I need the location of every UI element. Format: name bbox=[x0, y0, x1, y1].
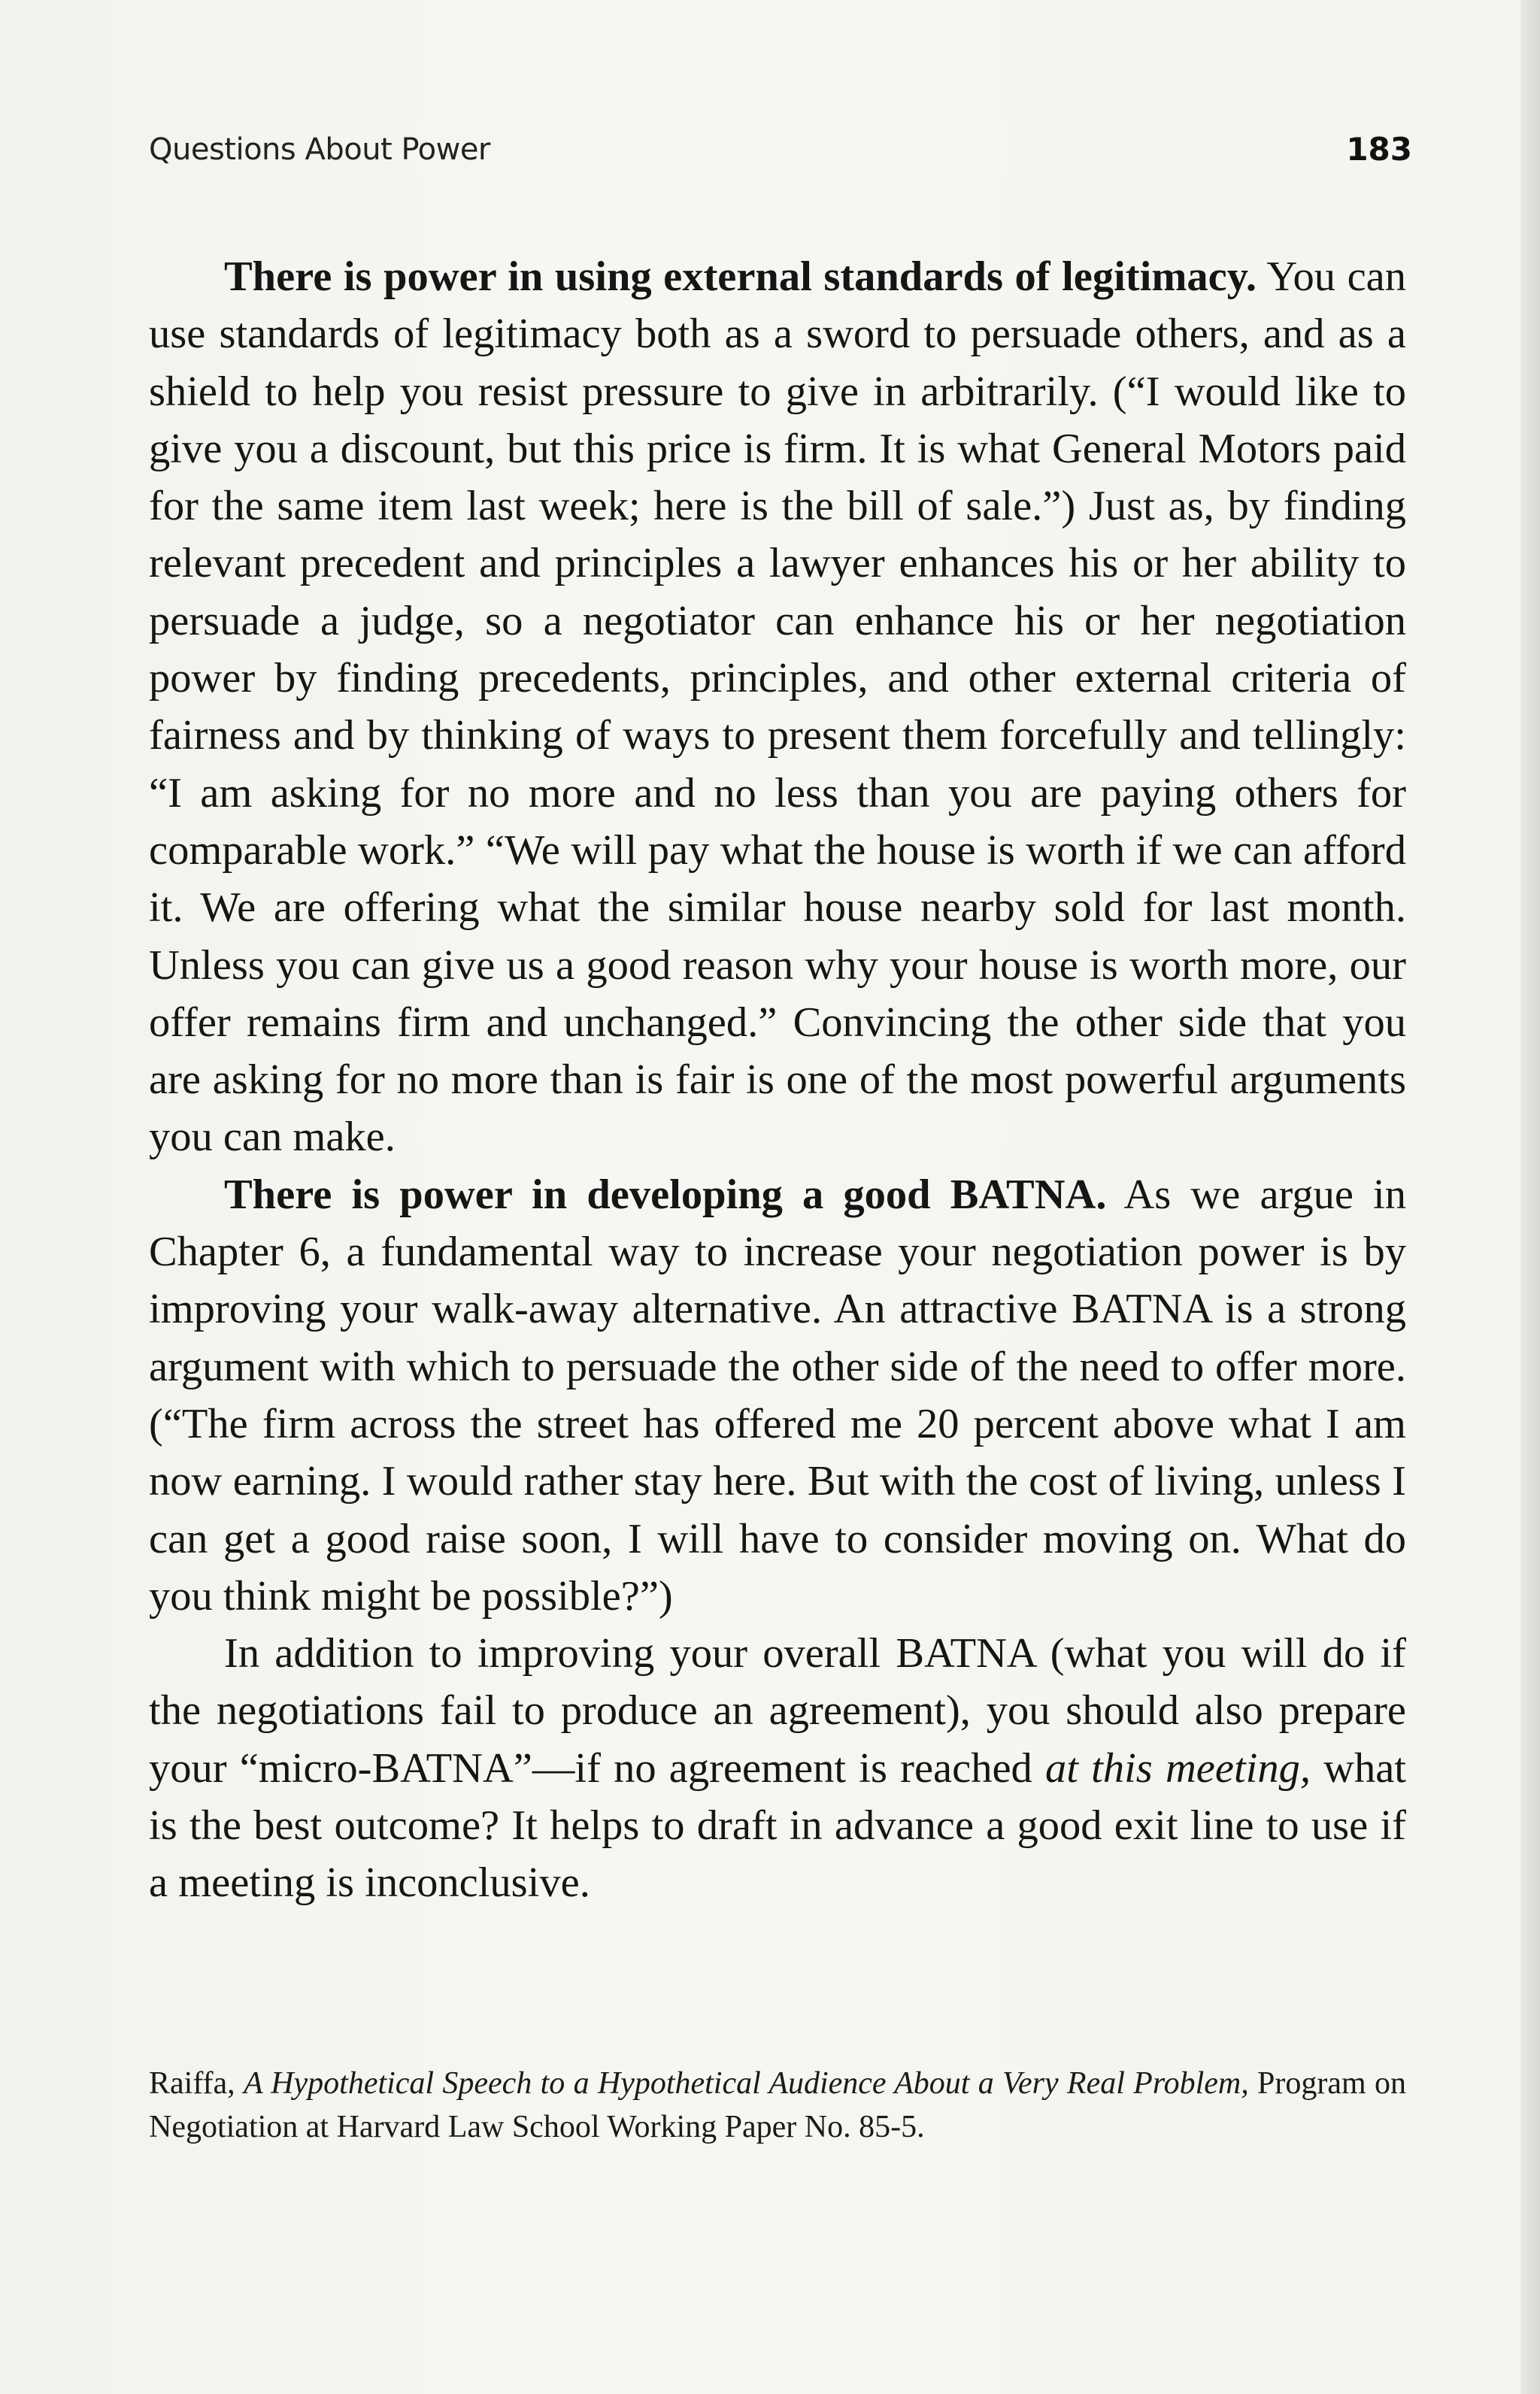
paragraph-text: As we argue in Chapter 6, a fundamental way to increase your negotiation power is by improving your walk-away alternative. An attractive BATNA is a strong argument with which to persuade the other side of the need to offer more. (“The firm across the street has offered me 20 percent above what I am now earning. I would rather stay here. But with the cost of living, unless I can get a good raise soon, I will have to consider moving on. What do you think might be possible?”) bbox=[149, 1171, 1407, 1620]
paragraph-text: what is the best outcome? It helps to draft in advance a good exit line to use if a meeting is inconclusive. bbox=[149, 1744, 1407, 1907]
body-text bbox=[149, 248, 1406, 1912]
emphasis-text: at this meeting, bbox=[1045, 1744, 1311, 1792]
footnote-rest: Program on Negotiation at Harvard Law School Working Paper No. 85-5. bbox=[149, 2066, 1406, 2144]
paragraph-text: In addition to improving your overall BATNA (what you will do if the negotiations fail to produce an agreement), you should also prepare your “micro-BATNA”—if no agreement is reached bbox=[149, 1630, 1406, 1792]
page-number: 183 bbox=[1346, 131, 1412, 168]
footnote bbox=[149, 2062, 1406, 2149]
running-header-title: Questions About Power bbox=[149, 132, 490, 167]
paragraph-micro-batna bbox=[149, 1625, 1406, 1911]
footnote-text bbox=[149, 2062, 1406, 2149]
paragraph-legitimacy bbox=[149, 248, 1406, 1166]
page-edge-shadow bbox=[1520, 0, 1540, 2394]
footnote-title: A Hypothetical Speech to a Hypothetical Audience About a Very Real Problem, bbox=[243, 2066, 1249, 2101]
paragraph-lead: There is power in using external standards of legitimacy. bbox=[224, 253, 1257, 300]
footnote-author: Raiffa, bbox=[149, 2066, 244, 2101]
paragraph-text: You can use standards of legitimacy both as a sword to persuade others, and as a shield to help you resist pressure to give in arbitrarily. (“I would like to give you a discount, but this price is firm. It is what General Motors paid for the same item last week; here is the bill of sale.”) Just as, by finding relevant precedent and principles a lawyer enhances his or her ability to persuade a judge, so a negotiator can enhance his or her negotiation power by finding precedents, principles, and other external criteria of fairness and by thinking of ways to present them forcefully and tellingly: “I am asking for no more and no less than you are paying others for comparable work.” “We will pay what the house is worth if we can afford it. We are offering what the similar house nearby sold for last month. Unless you can give us a good reason why your house is worth more, our offer remains firm and unchanged.” Convincing the other side that you are asking for no more than is fair is one of the most powerful arguments you can make. bbox=[149, 253, 1406, 1161]
paragraph-batna bbox=[149, 1166, 1406, 1625]
paragraph-lead: There is power in developing a good BATNA. bbox=[224, 1171, 1107, 1218]
